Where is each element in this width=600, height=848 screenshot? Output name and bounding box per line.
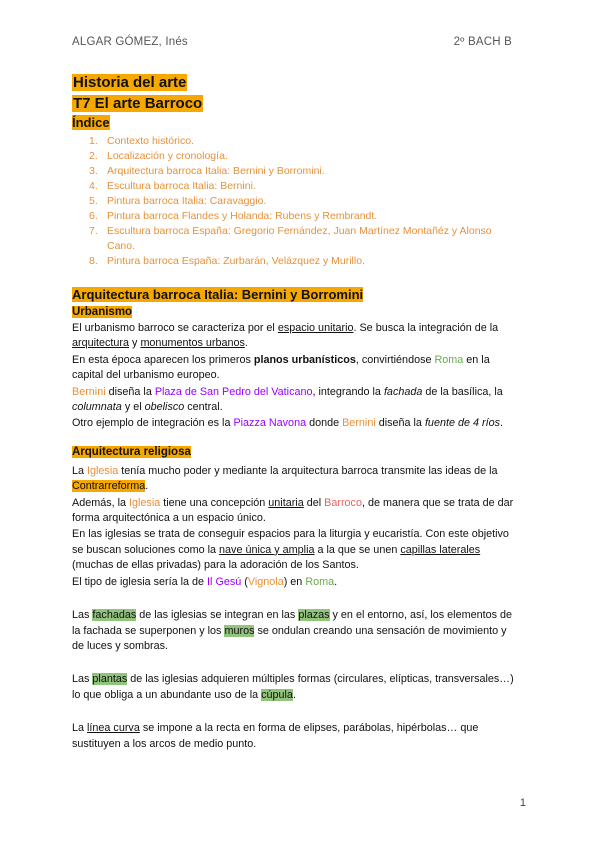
section-heading: Arquitectura barroca Italia: Bernini y Borromini (72, 287, 364, 302)
index-item: 4. Escultura barroca Italia: Bernini. (89, 180, 256, 192)
index-item: 5. Pintura barroca Italia: Caravaggio. (89, 195, 267, 207)
paragraph: Además, la Iglesia tiene una concepción unitaria del Barroco, de manera que se trata de dar forma arquitectónica a un espacio único. (72, 496, 514, 525)
index-item: 7. Escultura barroca España: Gregorio Fernández, Juan Martínez Montañéz y Alonso Cano. (89, 225, 492, 252)
paragraph: Las fachadas de las iglesias se integran en las plazas y en el entorno, así, los elementos de la fachada se superponen y los muros se ondulan creando una sensación de movimiento y de luces y sombras. (72, 609, 512, 652)
header-author: ALGAR GÓMEZ, Inés (72, 36, 188, 48)
paragraph: En esta época aparecen los primeros planos urbanísticos, convirtiéndose Roma en la capital del urbanismo europeo. (72, 353, 490, 382)
subsection-heading-urbanismo: Urbanismo (72, 306, 133, 318)
index-heading: Índice (72, 115, 110, 130)
header-course: 2º BACH B (453, 36, 512, 48)
paragraph: La línea curva se impone a la recta en forma de elipses, parábolas, hipérbolas… que sustituyen a los arcos de medio punto. (72, 722, 479, 750)
paragraph: En las iglesias se trata de conseguir espacios para la liturgia y eucaristía. Con este objetivo se buscan soluciones como la nave única y amplia a la que se unen capillas laterales (muchas de ellas privadas) para la adoración de los Santos. (72, 528, 509, 572)
index-list (72, 134, 520, 269)
index-item: 8. Pintura barroca España: Zurbarán, Velázquez y Murillo. (89, 255, 365, 267)
index-item: 1. Contexto histórico. (89, 135, 194, 147)
doc-title (72, 72, 520, 93)
title-line-1: Historia del arte (73, 74, 187, 91)
doc-subtitle (72, 93, 520, 114)
paragraph: El tipo de iglesia sería la de Il Gesú (Vignola) en Roma. (72, 575, 338, 588)
paragraph: Otro ejemplo de integración es la Piazza Navona donde Bernini diseña la fuente de 4 ríos. (72, 417, 503, 430)
paragraph: Las plantas de las iglesias adquieren múltiples formas (circulares, elípticas, transversales…) lo que obliga a un abundante uso de la cúpula. (72, 673, 514, 701)
paragraph: Bernini diseña la Plaza de San Pedro del Vaticano, integrando la fachada de la basílica, la columnata y el obelisco central. (72, 385, 503, 414)
paragraph: El urbanismo barroco se caracteriza por el espacio unitario. Se busca la integración de la arquitectura y monumentos urbanos. (72, 322, 499, 350)
index-item: 2. Localización y cronología. (89, 150, 228, 162)
document-body (72, 72, 520, 752)
subsection-heading-religiosa: Arquitectura religiosa (72, 445, 191, 458)
index-item: 6. Pintura barroca Flandes y Holanda: Rubens y Rembrandt. (89, 210, 378, 222)
paragraph: La Iglesia tenía mucho poder y mediante la arquitectura barroca transmite las ideas de la Contrarreforma. (72, 464, 498, 493)
index-item: 3. Arquitectura barroca Italia: Bernini y Borromini. (89, 165, 325, 177)
title-line-2: T7 El arte Barroco (73, 95, 203, 112)
page-number: 1 (519, 797, 526, 809)
